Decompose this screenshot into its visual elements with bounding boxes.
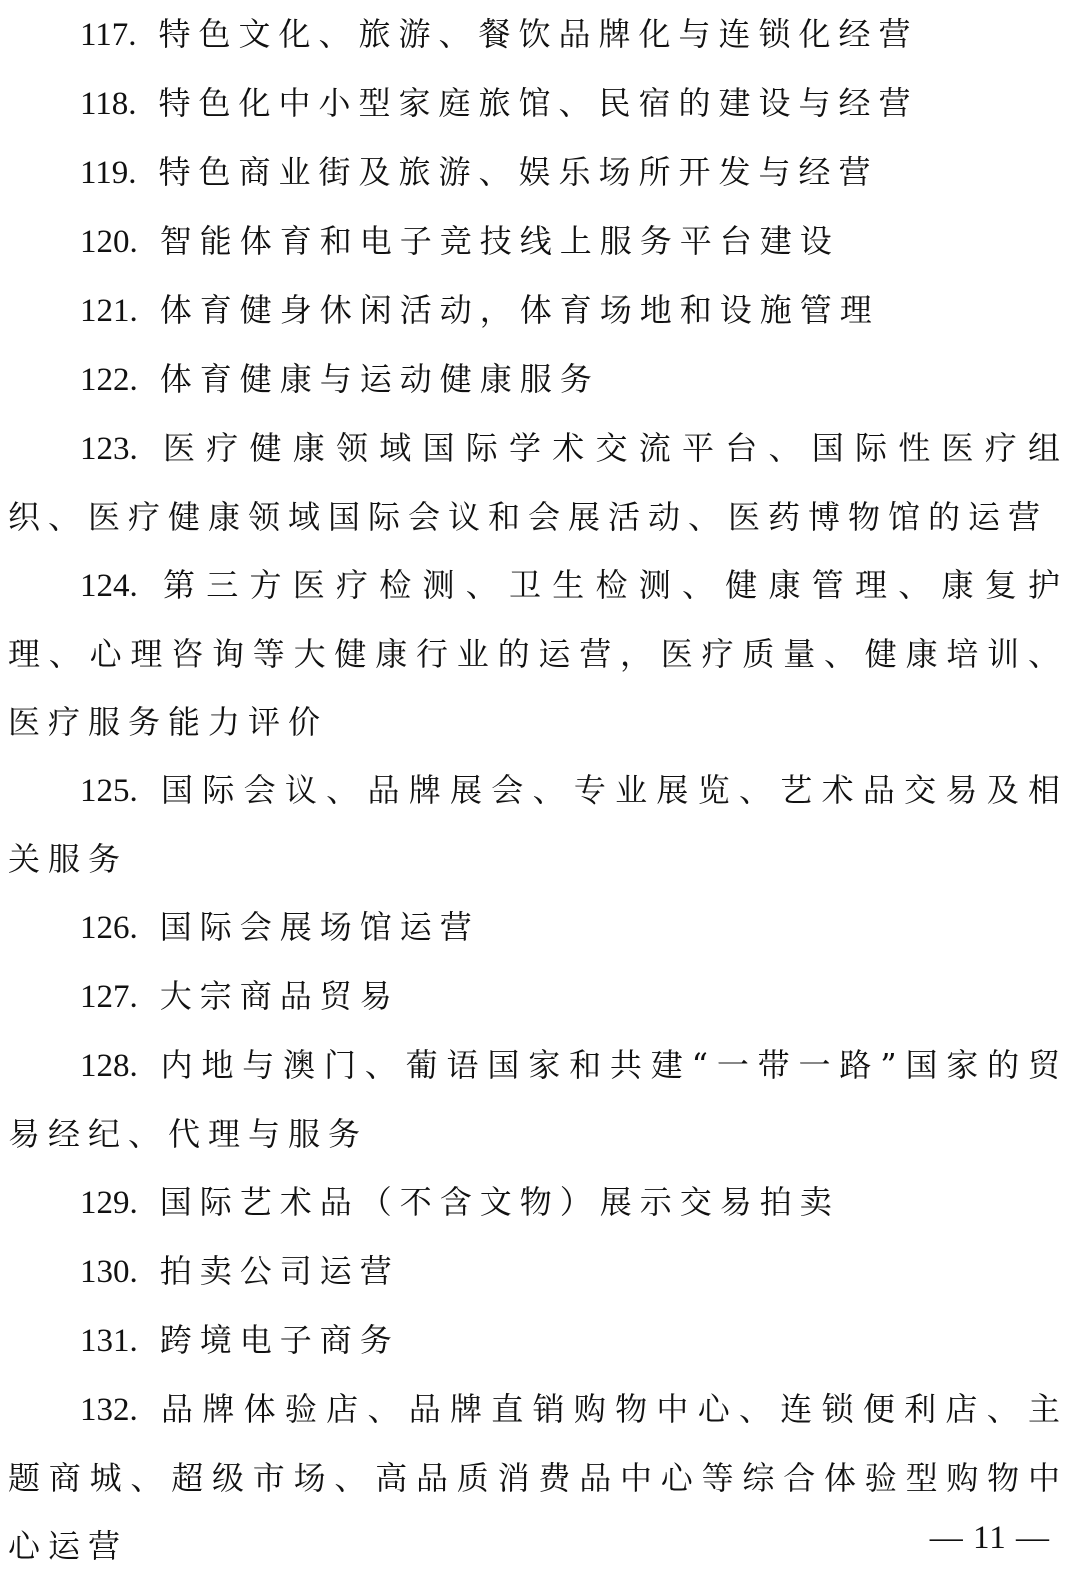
item-number: 128 (80, 1048, 130, 1084)
item-separator: . (129, 979, 138, 1015)
list-item-131 (8, 1306, 1068, 1375)
item-text: 拍卖公司运营 (159, 1252, 400, 1290)
item-text: 内地与澳门、葡语国家和共建“一带一路”国家的贸易经纪、代理与服务 (8, 1046, 1068, 1153)
item-separator: . (129, 431, 138, 467)
list-item-132 (8, 1375, 1068, 1580)
item-number: 122 (80, 362, 130, 398)
item-number: 125 (80, 773, 130, 809)
item-text: 医疗健康领域国际学术交流平台、国际性医疗组织、医疗健康领域国际会议和会展活动、医药博物馆的运营 (8, 429, 1068, 536)
item-separator: . (129, 910, 138, 946)
item-text: 体育健身休闲活动，体育场地和设施管理 (159, 291, 880, 329)
list-item-118 (8, 69, 1068, 138)
item-number: 118 (80, 86, 129, 122)
item-separator: . (129, 568, 138, 604)
item-number: 120 (80, 224, 130, 260)
item-number: 127 (80, 979, 130, 1015)
item-separator: . (129, 1254, 138, 1290)
item-number: 129 (80, 1185, 130, 1221)
item-text: 跨境电子商务 (159, 1321, 400, 1359)
item-separator: . (129, 1323, 138, 1359)
item-text: 国际艺术品（不含文物）展示交易拍卖 (159, 1183, 840, 1221)
list-item-124 (8, 551, 1068, 756)
item-separator: . (128, 86, 137, 122)
list-item-130 (8, 1237, 1068, 1306)
list-item-129 (8, 1168, 1068, 1237)
list-item-126 (8, 893, 1068, 962)
page-number: — 11 — (929, 1520, 1050, 1556)
list-item-119 (8, 138, 1068, 207)
item-separator: . (129, 1392, 138, 1428)
item-separator: . (128, 155, 137, 191)
item-number: 132 (80, 1392, 130, 1428)
item-number: 126 (80, 910, 130, 946)
item-number: 117 (80, 17, 129, 53)
item-number: 131 (80, 1323, 130, 1359)
item-text: 大宗商品贸易 (159, 977, 400, 1015)
list-item-123 (8, 414, 1068, 551)
item-separator: . (129, 293, 138, 329)
item-number: 123 (80, 431, 130, 467)
item-list (8, 0, 1068, 1580)
item-text: 国际会议、品牌展会、专业展览、艺术品交易及相关服务 (8, 771, 1068, 878)
item-text: 特色商业街及旅游、娱乐场所开发与经营 (158, 153, 879, 191)
item-number: 130 (80, 1254, 130, 1290)
item-number: 124 (80, 568, 130, 604)
item-separator: . (128, 17, 137, 53)
list-item-128 (8, 1031, 1068, 1168)
item-text: 品牌体验店、品牌直销购物中心、连锁便利店、主题商城、超级市场、高品质消费品中心等综合体验型购物中心运营 (8, 1390, 1068, 1565)
item-separator: . (129, 224, 138, 260)
item-text: 体育健康与运动健康服务 (159, 360, 600, 398)
item-separator: . (129, 362, 138, 398)
item-text: 国际会展场馆运营 (159, 908, 480, 946)
item-text: 第三方医疗检测、卫生检测、健康管理、康复护理、心理咨询等大健康行业的运营，医疗质量、健康培训、医疗服务能力评价 (8, 566, 1068, 741)
list-item-122 (8, 345, 1068, 414)
item-number: 121 (80, 293, 130, 329)
item-separator: . (129, 1185, 138, 1221)
item-separator: . (129, 773, 138, 809)
item-text: 特色文化、旅游、餐饮品牌化与连锁化经营 (158, 15, 919, 53)
list-item-120 (8, 207, 1068, 276)
list-item-117 (8, 0, 1068, 69)
list-item-125 (8, 756, 1068, 893)
list-item-127 (8, 962, 1068, 1031)
item-text: 特色化中小型家庭旅馆、民宿的建设与经营 (158, 84, 919, 122)
list-item-121 (8, 276, 1068, 345)
item-number: 119 (80, 155, 129, 191)
item-text: 智能体育和电子竞技线上服务平台建设 (159, 222, 840, 260)
item-separator: . (129, 1048, 138, 1084)
